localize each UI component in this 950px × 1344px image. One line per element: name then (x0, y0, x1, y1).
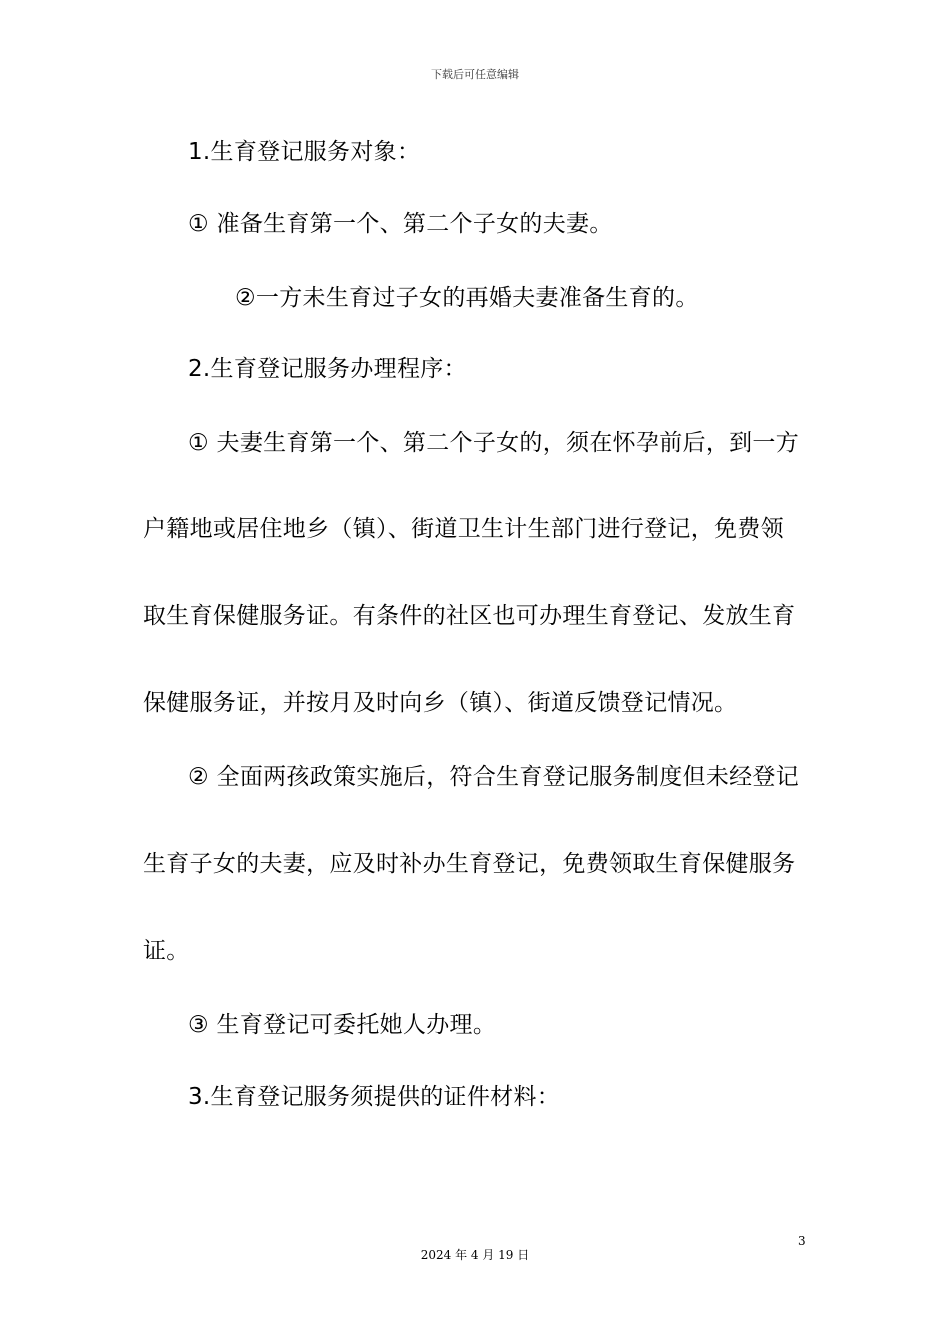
section-3-heading: 3.生育登记服务须提供的证件材料： (188, 1084, 561, 1110)
paragraph-line: ① 夫妻生育第一个、第二个子女的，须在怀孕前后，到一方 (188, 430, 800, 456)
paragraph-line: 取生育保健服务证。有条件的社区也可办理生育登记、发放生育 (143, 603, 796, 629)
page-number: 3 (798, 1234, 806, 1248)
section-1-heading: 1.生育登记服务对象： (188, 139, 421, 165)
footer-date: 2024 年 4 月 19 日 (420, 1248, 530, 1262)
paragraph-line: ② 全面两孩政策实施后，符合生育登记服务制度但未经登记 (188, 764, 800, 790)
paragraph-line: 证。 (143, 938, 190, 964)
paragraph-line: ① 准备生育第一个、第二个子女的夫妻。 (188, 211, 613, 237)
paragraph-line: 生育子女的夫妻，应及时补办生育登记，免费领取生育保健服务 (143, 851, 796, 877)
paragraph-line: 保健服务证，并按月及时向乡（镇）、街道反馈登记情况。 (143, 690, 738, 716)
paragraph-line: ②一方未生育过子女的再婚夫妻准备生育的。 (235, 285, 699, 311)
paragraph-line: ③ 生育登记可委托她人办理。 (188, 1012, 497, 1038)
page-header: 下载后可任意编辑 (431, 68, 519, 81)
section-2-heading: 2.生育登记服务办理程序： (188, 356, 467, 382)
paragraph-line: 户籍地或居住地乡（镇）、街道卫生计生部门进行登记，免费领 (143, 516, 784, 542)
